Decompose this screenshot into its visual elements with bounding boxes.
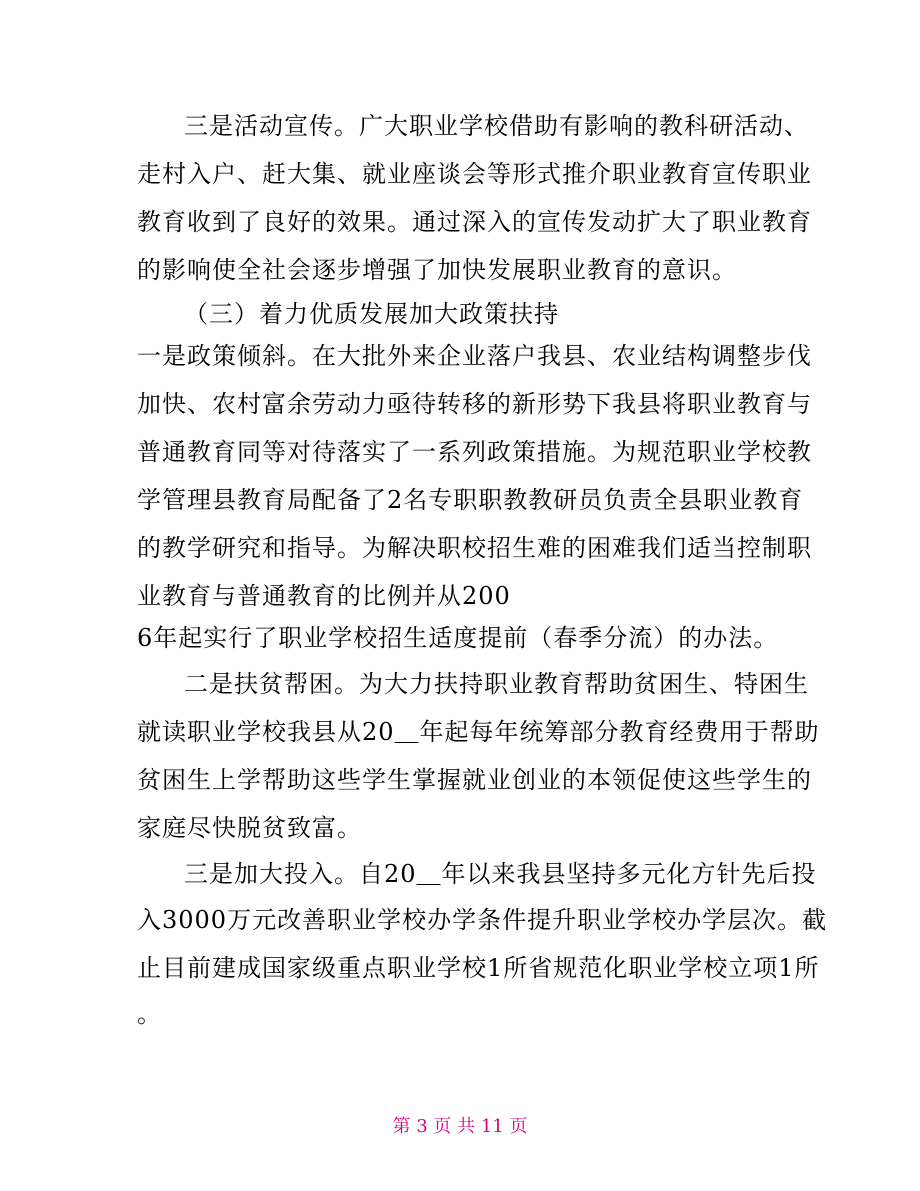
paragraph-line: 。 [137, 1000, 162, 1028]
paragraph-line: 一是政策倾斜。在大批外来企业落户我县、农业结构调整步伐 [137, 342, 812, 370]
paragraph-line: 普通教育同等对待落实了一系列政策措施。为规范职业学校教 [137, 438, 812, 466]
paragraph-line: 教育收到了良好的效果。通过深入的宣传发动扩大了职业教育 [137, 208, 812, 236]
paragraph-line: 贫困生上学帮助这些学生掌握就业创业的本领促使这些学生的 [137, 766, 812, 794]
paragraph-line: 二是扶贫帮困。为大力扶持职业教育帮助贫困生、特困生 [184, 670, 809, 698]
section-heading: （三）着力优质发展加大政策扶持 [184, 300, 559, 328]
paragraph-line: 三是加大投入。自20＿年以来我县坚持多元化方针先后投 [184, 860, 817, 888]
paragraph-line: 业教育与普通教育的比例并从200 [137, 582, 511, 610]
paragraph-line: 入3000万元改善职业学校办学条件提升职业学校办学层次。截 [137, 906, 828, 934]
paragraph-line: 学管理县教育局配备了2名专职职教教研员负责全县职业教育 [137, 486, 804, 514]
paragraph-line: 止目前建成国家级重点职业学校1所省规范化职业学校立项1所 [137, 954, 820, 982]
paragraph-line: 的教学研究和指导。为解决职校招生难的困难我们适当控制职 [137, 534, 812, 562]
paragraph-line: 就读职业学校我县从20＿年起每年统筹部分教育经费用于帮助 [137, 718, 820, 746]
paragraph-line: 家庭尽快脱贫致富。 [137, 814, 362, 842]
paragraph-line: 加快、农村富余劳动力亟待转移的新形势下我县将职业教育与 [137, 390, 812, 418]
paragraph-line: 的影响使全社会逐步增强了加快发展职业教育的意识。 [137, 256, 737, 284]
page-number-footer: 第 3 页 共 11 页 [392, 1116, 528, 1137]
paragraph-line: 走村入户、赶大集、就业座谈会等形式推介职业教育宣传职业 [137, 160, 812, 188]
paragraph-line: 6年起实行了职业学校招生适度提前（春季分流）的办法。 [137, 624, 779, 652]
paragraph-line: 三是活动宣传。广大职业学校借助有影响的教科研活动、 [184, 112, 809, 140]
